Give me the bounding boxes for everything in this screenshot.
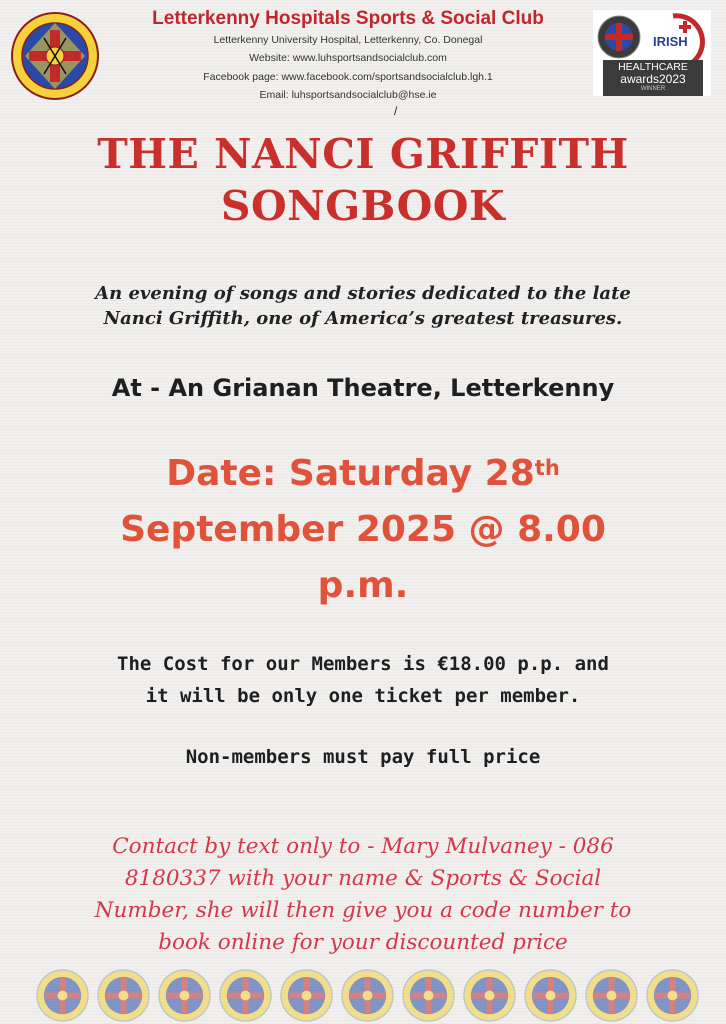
- award-line2: HEALTHCARE: [618, 61, 688, 73]
- crest-icon: [523, 968, 578, 1023]
- event-date: [20, 446, 706, 614]
- stray-mark: /: [394, 104, 398, 118]
- crest-icon: [401, 968, 456, 1023]
- crest-icon: [35, 968, 90, 1023]
- non-member-note: Non-members must pay full price: [185, 746, 541, 768]
- date-line-1-text: Date: Saturday 28: [166, 453, 535, 494]
- contact-instructions: [30, 831, 696, 959]
- contact-line-4: book online for your discounted price: [158, 930, 568, 955]
- club-facebook: Facebook page: www.facebook.com/sportsandsocialclub.lgh.1: [203, 71, 493, 83]
- title-line-2: SONGBOOK: [220, 182, 506, 230]
- crest-icon: [584, 968, 639, 1023]
- cost-line-1: The Cost for our Members is €18.00 p.p. and: [117, 653, 609, 675]
- event-intro: [30, 281, 696, 331]
- club-website: Website: www.luhsportsandsocialclub.com: [249, 52, 447, 64]
- title-line-1: THE NANCI GRIFFITH: [97, 130, 629, 178]
- crest-strip: [35, 968, 705, 1024]
- club-name: Letterkenny Hospitals Sports & Social Club: [152, 8, 544, 29]
- award-line3: awards2023: [620, 72, 686, 86]
- date-line-2: September 2025 @ 8.00: [120, 509, 606, 550]
- cost-line-2: it will be only one ticket per member.: [145, 685, 581, 707]
- intro-line-2: Nanci Griffith, one of America’s greatest treasures.: [103, 308, 623, 329]
- date-line-3: p.m.: [317, 565, 409, 606]
- contact-line-1: Contact by text only to - Mary Mulvaney - 086: [112, 834, 614, 859]
- crest-icon: [96, 968, 151, 1023]
- crest-icon: [279, 968, 334, 1023]
- award-line4: WINNER: [640, 86, 666, 92]
- contact-line-3: Number, she will then give you a code number to: [94, 898, 632, 923]
- crest-icon: [340, 968, 395, 1023]
- award-line1: IRISH: [653, 34, 688, 49]
- club-crest-icon: [10, 8, 100, 104]
- event-venue: At - An Grianan Theatre, Letterkenny: [111, 374, 615, 402]
- intro-line-1: An evening of songs and stories dedicated to the late: [95, 283, 631, 304]
- crest-icon: [645, 968, 700, 1023]
- crest-icon: [218, 968, 273, 1023]
- club-email: Email: luhsportsandsocialclub@hse.ie: [259, 89, 437, 101]
- member-cost: [20, 648, 706, 712]
- contact-line-2: 8180337 with your name & Sports & Social: [124, 866, 602, 891]
- event-title: [40, 128, 686, 232]
- award-badge: [593, 10, 711, 96]
- crest-icon: [462, 968, 517, 1023]
- date-ordinal-suffix: th: [534, 456, 560, 480]
- club-address: Letterkenny University Hospital, Letterkenny, Co. Donegal: [213, 34, 483, 46]
- date-line-1: [20, 446, 706, 502]
- crest-icon: [157, 968, 212, 1023]
